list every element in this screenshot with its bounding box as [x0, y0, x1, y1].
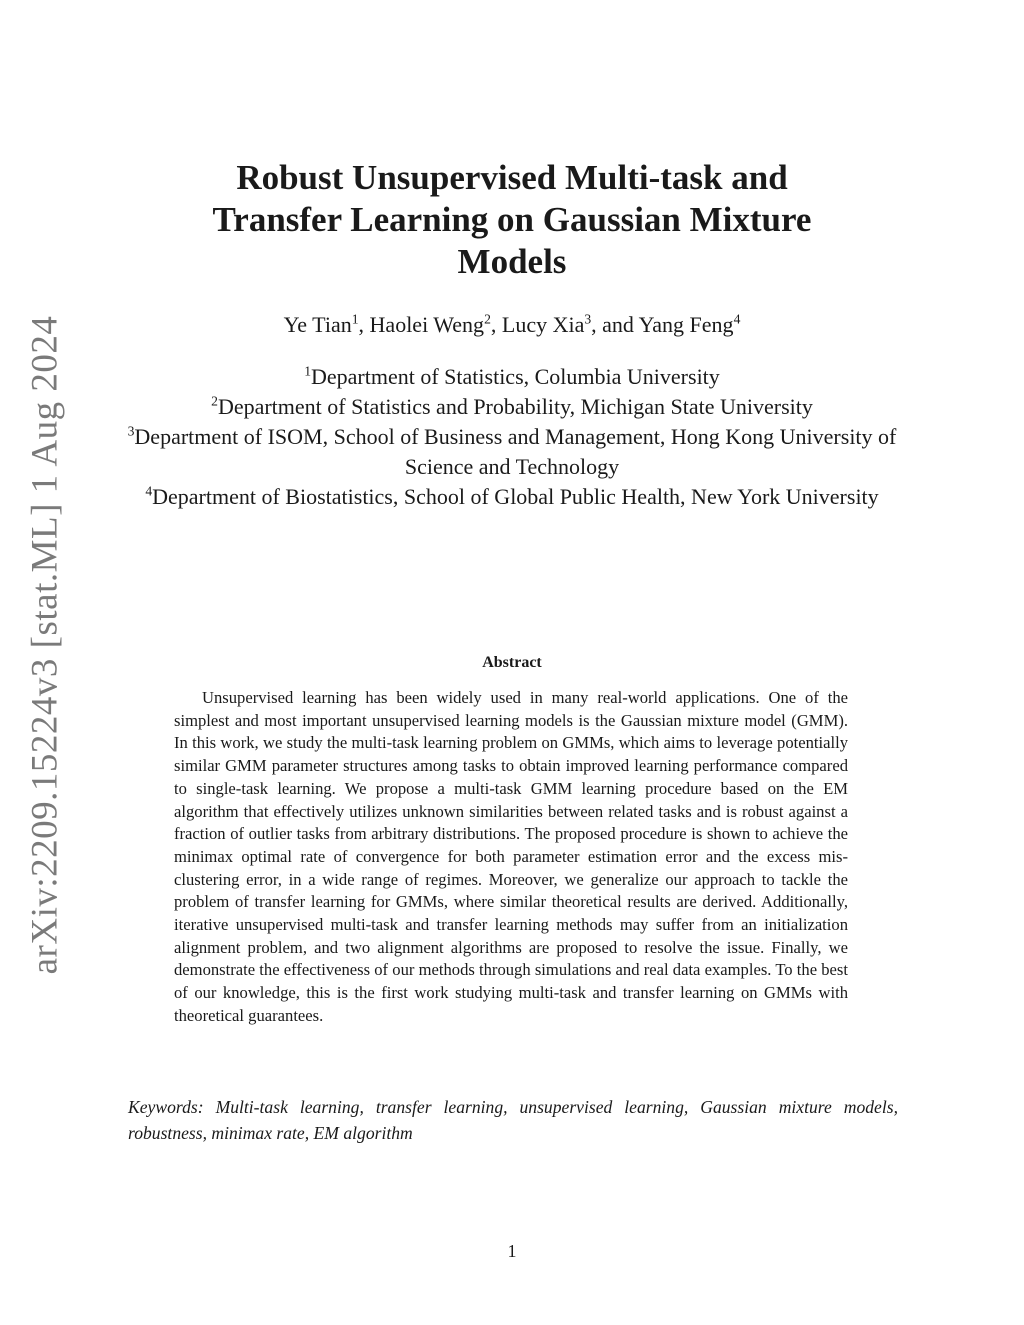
author — [370, 312, 502, 337]
author — [502, 312, 639, 337]
affiliation-marker: 4 — [145, 483, 153, 499]
author-affiliation-marker: 3 — [584, 311, 592, 327]
affiliation-text: Department of ISOM, School of Business and Management, Hong Kong University of Science and Technology — [134, 424, 897, 479]
author — [639, 312, 741, 337]
affiliation — [100, 362, 924, 392]
paper-title-line: Models — [457, 242, 567, 281]
page-number: 1 — [507, 1241, 517, 1261]
affiliation — [100, 392, 924, 422]
affiliation — [100, 422, 924, 482]
affiliation-marker: 3 — [127, 423, 135, 439]
author-name: Ye Tian — [283, 312, 352, 337]
abstract-heading: Abstract — [482, 654, 542, 671]
author-separator: , and — [591, 312, 639, 337]
author-affiliation-marker: 2 — [484, 311, 491, 327]
author — [284, 312, 370, 337]
paper-title-line: Robust Unsupervised Multi-task and — [236, 158, 788, 197]
author-separator: , — [490, 312, 502, 337]
affiliation-text: Department of Statistics and Probability, Michigan State University — [217, 394, 813, 419]
affiliation-list — [100, 362, 924, 512]
abstract-body: Unsupervised learning has been widely used in many real-world applications. One of the simplest and most important unsupervised learning models is the Gaussian mixture model (GMM). In this work, we study the multi-task learning problem on GMMs, which aims to leverage potentially similar GMM parameter structures among tasks to obtain improved learning performance compared to single-task learning. We propose a multi-task GMM learning procedure based on the EM algorithm that effectively utilizes unknown similarities between related tasks and is robust against a fraction of outlier tasks from arbitrary distributions. The proposed procedure is shown to achieve the minimax optimal rate of convergence for both parameter estimation error and the excess mis-clustering error, in a wide range of regimes. Moreover, we generalize our approach to tackle the problem of transfer learning for GMMs, where similar theoretical results are derived. Additionally, iterative unsupervised multi-task and transfer learning methods may suffer from an initialization alignment problem, and two alignment algorithms are proposed to resolve the issue. Finally, we demonstrate the effectiveness of our methods through simulations and real data examples. To the best of our knowledge, this is the first work studying multi-task and transfer learning on GMMs with theoretical guarantees. — [174, 688, 848, 1025]
paper-title-line: Transfer Learning on Gaussian Mixture — [212, 200, 812, 239]
affiliation-text: Department of Statistics, Columbia University — [311, 364, 720, 389]
arxiv-identifier-stamp: arXiv:2209.15224v3 [stat.ML] 1 Aug 2024 — [24, 315, 66, 975]
author-affiliation-marker: 1 — [351, 311, 359, 327]
affiliation-marker: 2 — [211, 393, 218, 409]
author-affiliation-marker: 4 — [733, 311, 741, 327]
keywords-label: Keywords: — [128, 1097, 204, 1117]
keywords — [128, 1094, 898, 1146]
affiliation — [100, 482, 924, 512]
author-separator: , — [358, 312, 370, 337]
author-list — [100, 310, 924, 340]
affiliation-marker: 1 — [304, 363, 312, 379]
paper-title — [130, 157, 894, 283]
affiliation-text: Department of Biostatistics, School of Global Public Health, New York University — [152, 484, 879, 509]
author-name: Yang Feng — [638, 312, 734, 337]
author-name: Lucy Xia — [501, 312, 585, 337]
author-name: Haolei Weng — [369, 312, 485, 337]
keywords-text: Multi-task learning, transfer learning, unsupervised learning, Gaussian mixture models, robustness, minimax rate, EM algorithm — [128, 1097, 898, 1143]
